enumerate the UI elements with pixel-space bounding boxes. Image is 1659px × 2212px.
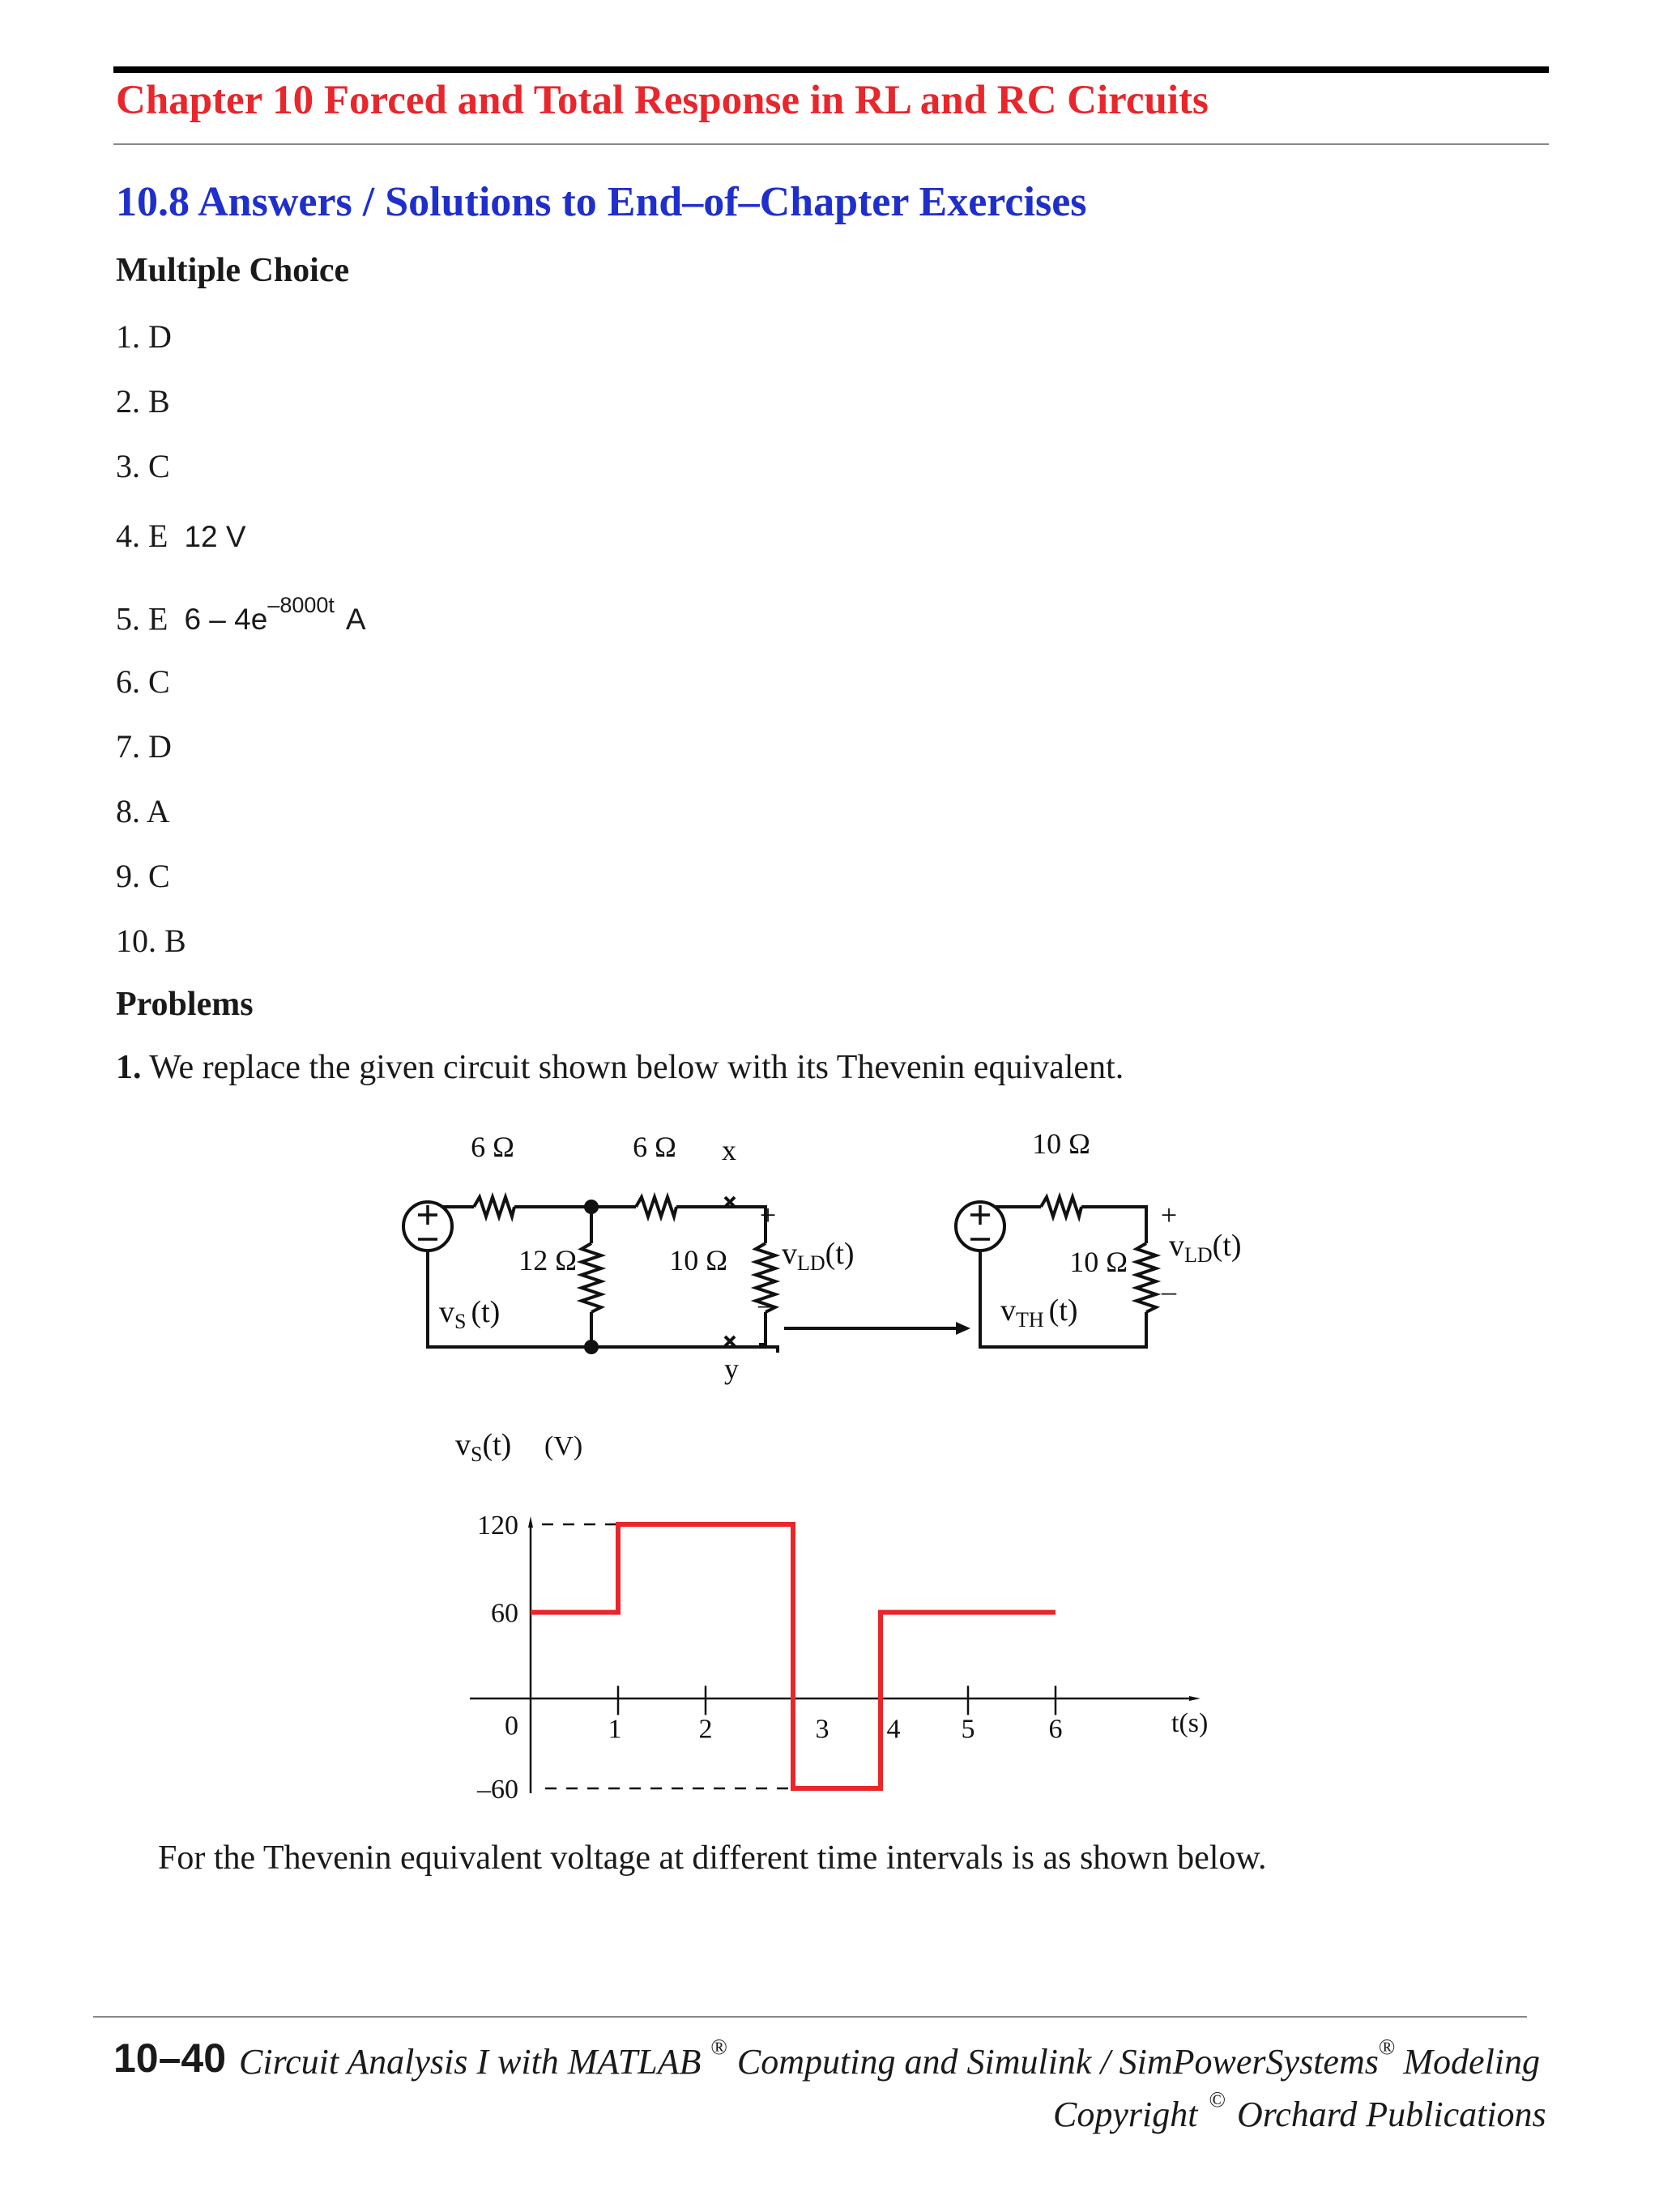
y-tick-label-1: 60 <box>491 1598 518 1629</box>
mc-answer-3: 3. C <box>116 448 170 484</box>
resistor-th-10-ohm <box>1041 1197 1081 1217</box>
resistor-6-ohm-2 <box>636 1197 676 1217</box>
footer-book-title-a: Circuit Analysis I with MATLAB <box>239 2042 702 2082</box>
label-r1: 6 Ω <box>471 1131 514 1163</box>
mc-answer-5-expr <box>184 593 366 637</box>
x-tick-label-6: 6 <box>1048 1714 1063 1745</box>
footer-reg-mark-2: ® <box>1378 2035 1396 2060</box>
x-axis-arrow <box>1189 1696 1201 1701</box>
footer-copyright-a: Copyright <box>1053 2095 1198 2134</box>
footer-book-title-b: Computing and Simulink / SimPowerSystems <box>736 2042 1379 2082</box>
series-line-0 <box>531 1524 1056 1788</box>
mc-answer-9: 9. C <box>116 858 170 894</box>
label-r4: 10 Ω <box>669 1244 727 1276</box>
circuit-diagram <box>0 1110 1659 1401</box>
mc-answer-5-unit: A <box>345 603 366 637</box>
footer-book-title-c: Modeling <box>1403 2042 1541 2082</box>
node-dot-bottom <box>584 1340 599 1354</box>
chart-xlabel: t(s) <box>1171 1708 1209 1738</box>
resistor-load-10-ohm <box>1137 1243 1156 1312</box>
multiple-choice-heading: Multiple Choice <box>116 252 350 289</box>
voltage-source-right <box>956 1202 1004 1251</box>
label-load-vld-left: $v_{LD}(t)$ <box>782 1237 855 1275</box>
footer-page-number: 10–40 <box>113 2035 227 2081</box>
label-load-vld-right: $v_{LD}(t)$ <box>1169 1229 1242 1267</box>
mc-answer-6: 6. C <box>116 663 170 700</box>
terminal-y <box>725 1336 735 1346</box>
x-tick-label-5: 5 <box>961 1714 975 1745</box>
label-r-th: 10 Ω <box>1032 1127 1090 1160</box>
label-plus-load-right: + <box>1160 1199 1178 1231</box>
footer-rule <box>93 2016 1527 2018</box>
chapter-rule <box>113 143 1549 145</box>
mc-answer-4 <box>116 517 246 555</box>
mc-answer-4-label: 4. E <box>116 518 168 554</box>
vs-waveform-chart <box>0 1426 1659 1831</box>
problems-heading: Problems <box>116 986 254 1023</box>
mc-answer-5-exponent: –8000t <box>267 593 335 617</box>
y-axis-arrow <box>528 1516 533 1528</box>
y-tick-label-0: 120 <box>477 1511 518 1541</box>
problem-1-number: 1. <box>116 1049 142 1086</box>
mc-answer-1: 1. D <box>116 318 172 355</box>
footer-reg-mark-1: ® <box>710 2035 727 2060</box>
mc-answer-10: 10. B <box>116 923 186 959</box>
problem-1-followup-text: For the Thevenin equivalent voltage at different time intervals is as shown below. <box>158 1839 1267 1877</box>
chart-yunit: (V) <box>544 1431 583 1461</box>
mc-answer-4-value: 12 V <box>184 520 246 553</box>
x-tick-label-1: 1 <box>608 1714 622 1745</box>
x-tick-label-4: 4 <box>886 1714 901 1745</box>
node-dot-top <box>584 1200 599 1214</box>
mc-answer-2: 2. B <box>116 383 170 420</box>
top-rule <box>113 66 1549 73</box>
label-r3: 12 Ω <box>518 1244 577 1276</box>
label-node-y: y <box>724 1353 739 1385</box>
mc-answer-7: 7. D <box>116 728 172 765</box>
y-tick-label-3: –60 <box>477 1775 518 1805</box>
label-minus-load-left: – <box>758 1288 773 1320</box>
footer-copyright-symbol: © <box>1209 2087 1226 2112</box>
footer-book-title <box>239 2035 1541 2082</box>
mc-answer-8: 8. A <box>116 793 170 829</box>
x-tick-label-3: 3 <box>815 1714 830 1745</box>
x-tick-label-2: 2 <box>698 1714 713 1745</box>
mc-answer-5-label: 5. E <box>116 600 168 637</box>
arrow-head <box>956 1322 970 1335</box>
label-node-x: x <box>722 1134 736 1166</box>
label-source-vs: $v_S$ (t) <box>439 1295 501 1333</box>
label-plus-load-left: + <box>759 1199 777 1231</box>
mc-answer-5 <box>116 593 366 637</box>
label-r-load: 10 Ω <box>1069 1246 1128 1278</box>
y-tick-label-2: 0 <box>505 1711 518 1741</box>
section-title: 10.8 Answers / Solutions to End–of–Chapter Exercises <box>116 179 1087 225</box>
resistor-12-ohm <box>582 1243 601 1312</box>
mc-answer-5-base: 6 – 4e <box>184 603 268 637</box>
problem-1-statement <box>116 1048 1124 1087</box>
label-r2: 6 Ω <box>633 1131 676 1163</box>
footer-copyright <box>1053 2087 1546 2135</box>
label-minus-load-right: – <box>1162 1275 1176 1307</box>
chapter-title: Chapter 10 Forced and Total Response in RL and RC Circuits <box>116 78 1209 123</box>
label-source-vth: $v_{TH}$ (t) <box>1000 1294 1078 1332</box>
resistor-6-ohm-1 <box>474 1197 514 1217</box>
voltage-source-left <box>403 1202 452 1251</box>
chart-ylabel: $v_S(t)$ <box>455 1428 512 1466</box>
problem-1-text: We replace the given circuit shown below with its Thevenin equivalent. <box>149 1049 1124 1086</box>
footer-copyright-b: Orchard Publications <box>1236 2095 1546 2134</box>
